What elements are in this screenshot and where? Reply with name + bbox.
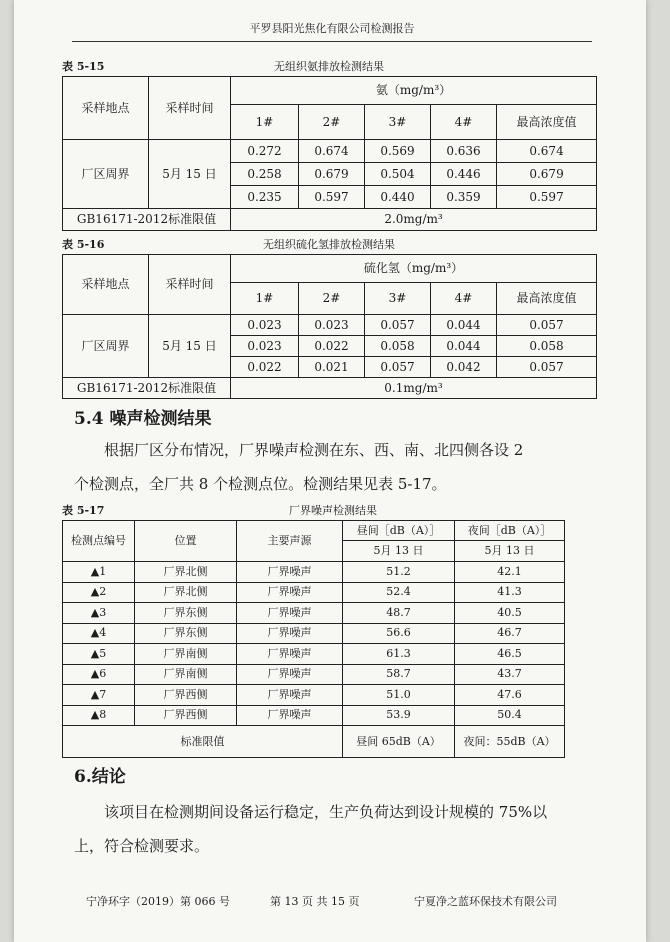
table-cell: 0.023 — [231, 336, 299, 357]
table-cell: 0.359 — [431, 186, 497, 209]
table-cell: ▲2 — [63, 582, 135, 603]
table-5-16-block — [62, 234, 596, 399]
section-paragraph — [74, 795, 594, 863]
table-cell: 0.674 — [497, 140, 597, 163]
paragraph-line: 个检测点，全厂共 8 个检测点位。检测结果见表 5-17。 — [74, 475, 447, 493]
table-cell: 0.044 — [431, 336, 497, 357]
table-cell: 46.7 — [455, 623, 565, 644]
table-cell: 厂界噪声 — [237, 562, 343, 583]
table-cell: 0.057 — [365, 315, 431, 336]
table-cell: 厂界噪声 — [237, 685, 343, 706]
document-page — [14, 0, 646, 942]
table-cell: 0.023 — [299, 315, 365, 336]
table-number: 表 5-15 — [62, 60, 105, 73]
table-cell: 52.4 — [343, 582, 455, 603]
limit-label: GB16171-2012标准限值 — [63, 378, 231, 399]
header-cell: 5月 13 日 — [455, 541, 565, 562]
limit-label: GB16171-2012标准限值 — [63, 209, 231, 231]
table-row — [63, 685, 565, 706]
header-cell: 昼间［dB（A）］ — [343, 521, 455, 541]
table-cell: 48.7 — [343, 603, 455, 624]
table-cell: 0.044 — [431, 315, 497, 336]
table-cell: 40.5 — [455, 603, 565, 624]
header-cell: 采样时间 — [149, 77, 231, 140]
header-cell: 最高浓度值 — [497, 105, 597, 140]
table-cell: 0.597 — [497, 186, 597, 209]
table-cell: 厂界东侧 — [135, 603, 237, 624]
header-cell: 采样地点 — [63, 77, 149, 140]
table-cell: 厂界西侧 — [135, 705, 237, 726]
table-cell: ▲8 — [63, 705, 135, 726]
limit-value: 2.0mg/m³ — [231, 209, 597, 231]
table-row — [63, 705, 565, 726]
ammonia-table — [62, 76, 597, 231]
table-cell: 51.2 — [343, 562, 455, 583]
date-cell: 5月 15 日 — [149, 315, 231, 378]
table-cell: 56.6 — [343, 623, 455, 644]
noise-table — [62, 520, 565, 758]
header-cell: 采样时间 — [149, 255, 231, 315]
table-cell: 厂界噪声 — [237, 644, 343, 665]
header-cell: 位置 — [135, 521, 237, 562]
table-cell: 0.022 — [231, 357, 299, 378]
table-cell: 0.057 — [365, 357, 431, 378]
table-cell: 厂界噪声 — [237, 603, 343, 624]
table-cell: 厂界北侧 — [135, 582, 237, 603]
date-cell: 5月 15 日 — [149, 140, 231, 209]
report-number: 宁净环字（2019）第 066 号 — [86, 895, 230, 908]
table-cell: 0.021 — [299, 357, 365, 378]
table-cell: ▲4 — [63, 623, 135, 644]
table-cell: 42.1 — [455, 562, 565, 583]
limit-label: 标准限值 — [63, 726, 343, 758]
table-cell: 厂界西侧 — [135, 685, 237, 706]
header-cell: 3# — [365, 283, 431, 315]
table-cell: 51.0 — [343, 685, 455, 706]
table-cell: 厂界南侧 — [135, 664, 237, 685]
table-row — [63, 582, 565, 603]
table-cell: 58.7 — [343, 664, 455, 685]
header-cell: 3# — [365, 105, 431, 140]
table-cell: 厂界噪声 — [237, 664, 343, 685]
header-cell: 采样地点 — [63, 255, 149, 315]
table-cell: 厂界南侧 — [135, 644, 237, 665]
table-title: 厂界噪声检测结果 — [289, 504, 377, 517]
table-row — [63, 623, 565, 644]
header-cell: 4# — [431, 105, 497, 140]
table-cell: ▲7 — [63, 685, 135, 706]
header-cell: 4# — [431, 283, 497, 315]
table-row — [63, 644, 565, 665]
header-cell: 2# — [299, 283, 365, 315]
header-cell: 2# — [299, 105, 365, 140]
limit-night: 夜间：55dB（A） — [455, 726, 565, 758]
paragraph-line: 该项目在检测期间设备运行稳定，生产负荷达到设计规模的 75%以 — [104, 803, 548, 821]
header-cell: 5月 13 日 — [343, 541, 455, 562]
table-cell: 0.674 — [299, 140, 365, 163]
table-cell: 0.057 — [497, 357, 597, 378]
table-number: 表 5-17 — [62, 504, 105, 517]
table-cell: 0.446 — [431, 163, 497, 186]
table-row — [63, 664, 565, 685]
paragraph-line: 上，符合检测要求。 — [74, 837, 210, 855]
table-cell: ▲5 — [63, 644, 135, 665]
limit-value: 0.1mg/m³ — [231, 378, 597, 399]
table-5-17-block — [62, 500, 564, 758]
header-cell: 硫化氢（mg/m³） — [231, 255, 597, 283]
header-cell: 最高浓度值 — [497, 283, 597, 315]
location-cell: 厂区周界 — [63, 315, 149, 378]
table-cell: 0.597 — [299, 186, 365, 209]
table-cell: 53.9 — [343, 705, 455, 726]
location-cell: 厂区周界 — [63, 140, 149, 209]
table-cell: 46.5 — [455, 644, 565, 665]
table-cell: 0.058 — [497, 336, 597, 357]
header-cell: 1# — [231, 105, 299, 140]
table-cell: ▲1 — [63, 562, 135, 583]
table-cell: 0.679 — [497, 163, 597, 186]
table-title: 无组织硫化氢排放检测结果 — [263, 238, 395, 251]
section-title: 6.结论 — [74, 767, 126, 787]
table-row — [63, 603, 565, 624]
header-cell: 主要声源 — [237, 521, 343, 562]
paragraph-line: 根据厂区分布情况，厂界噪声检测在东、西、南、北四侧各设 2 — [104, 441, 524, 459]
table-cell: 41.3 — [455, 582, 565, 603]
company-name: 宁夏净之蓝环保技术有限公司 — [414, 895, 557, 908]
table-cell: 0.272 — [231, 140, 299, 163]
table-cell: 0.569 — [365, 140, 431, 163]
table-cell: 厂界噪声 — [237, 582, 343, 603]
section-title: 5.4 噪声检测结果 — [74, 409, 212, 429]
table-cell: 厂界噪声 — [237, 623, 343, 644]
table-cell: ▲6 — [63, 664, 135, 685]
table-cell: 0.258 — [231, 163, 299, 186]
table-cell: 50.4 — [455, 705, 565, 726]
table-cell: 厂界北侧 — [135, 562, 237, 583]
header-cell: 氨（mg/m³） — [231, 77, 597, 105]
table-cell: ▲3 — [63, 603, 135, 624]
table-cell: 厂界东侧 — [135, 623, 237, 644]
table-cell: 0.636 — [431, 140, 497, 163]
hydrogen-sulfide-table — [62, 254, 597, 399]
header-cell: 1# — [231, 283, 299, 315]
table-cell: 0.022 — [299, 336, 365, 357]
limit-day: 昼间 65dB（A） — [343, 726, 455, 758]
table-5-15-block — [62, 56, 596, 231]
table-cell: 0.023 — [231, 315, 299, 336]
table-cell: 43.7 — [455, 664, 565, 685]
table-cell: 0.042 — [431, 357, 497, 378]
header-cell: 夜间［dB（A）］ — [455, 521, 565, 541]
table-cell: 0.057 — [497, 315, 597, 336]
table-cell: 0.235 — [231, 186, 299, 209]
table-cell: 0.679 — [299, 163, 365, 186]
header-cell: 检测点编号 — [63, 521, 135, 562]
table-cell: 0.058 — [365, 336, 431, 357]
page-header: 平罗县阳光焦化有限公司检测报告 — [72, 20, 592, 42]
table-cell: 47.6 — [455, 685, 565, 706]
table-cell: 0.440 — [365, 186, 431, 209]
table-row — [63, 562, 565, 583]
page-number: 第 13 页 共 15 页 — [270, 895, 360, 908]
table-cell: 0.504 — [365, 163, 431, 186]
table-cell: 61.3 — [343, 644, 455, 665]
table-title: 无组织氨排放检测结果 — [274, 60, 384, 73]
table-number: 表 5-16 — [62, 238, 105, 251]
section-paragraph — [74, 433, 594, 501]
table-cell: 厂界噪声 — [237, 705, 343, 726]
